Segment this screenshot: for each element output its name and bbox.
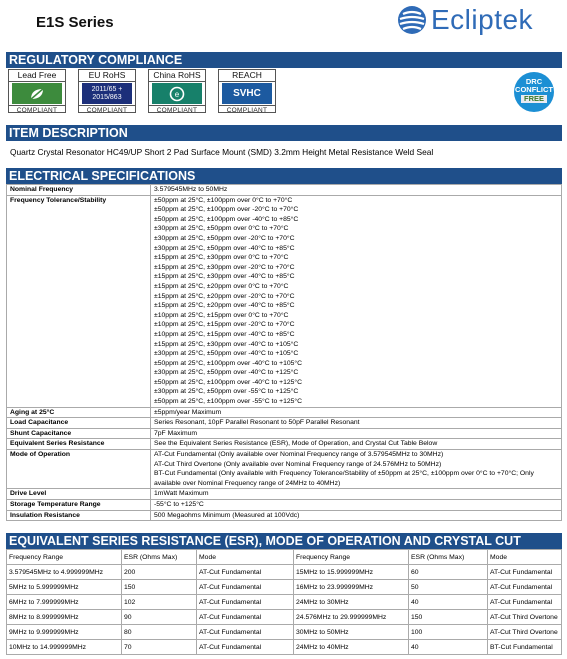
esr-cell: 3.579545MHz to 4.999999MHz: [7, 565, 122, 580]
esr-cell: AT-Cut Fundamental: [197, 625, 294, 640]
tolerance-line: ±50ppm at 25°C, ±100ppm over -40°C to +85°C: [154, 215, 299, 223]
spec-value: See the Equivalent Series Resistance (ESR), Mode of Operation, and Crystal Cut Table Below: [151, 439, 562, 450]
esr-title: EQUIVALENT SERIES RESISTANCE (ESR), MODE OF OPERATION AND CRYSTAL CUT: [6, 533, 562, 549]
drc-free: FREE: [521, 95, 547, 103]
ecliptek-logo: [397, 2, 533, 38]
tolerance-line: ±30ppm at 25°C, ±50ppm over -40°C to +105°C: [154, 350, 299, 358]
page-header: [0, 0, 567, 48]
esr-cell: 10MHz to 14.999999MHz: [7, 640, 122, 655]
tolerance-line: ±30ppm at 25°C, ±50ppm over 0°C to +70°C: [154, 225, 289, 233]
tolerance-line: ±15ppm at 25°C, ±30ppm over -20°C to +70°C: [154, 263, 295, 271]
esr-cell: AT-Cut Fundamental: [197, 580, 294, 595]
esr-cell: 24MHz to 30MHz: [294, 595, 409, 610]
esr-header: ESR (Ohms Max): [409, 550, 488, 565]
badge-compliant: COMPLIANT: [9, 105, 65, 115]
tolerance-list: [151, 195, 562, 407]
esr-header: Frequency Range: [7, 550, 122, 565]
tolerance-line: ±15ppm at 25°C, ±30ppm over 0°C to +70°C: [154, 254, 289, 262]
svg-text:e: e: [174, 89, 180, 99]
badge-label: EU RoHS: [79, 70, 135, 82]
spec-label: Nominal Frequency: [7, 185, 151, 196]
esr-cell: 24.576MHz to 29.999999MHz: [294, 610, 409, 625]
spec-value: -55°C to +125°C: [151, 500, 562, 511]
esr-cell: AT-Cut Fundamental: [197, 640, 294, 655]
spec-value: Series Resonant, 10pF Parallel Resonant to 50pF Parallel Resonant: [151, 418, 562, 429]
lead-free-badge: [8, 69, 66, 113]
electrical-spec-title: ELECTRICAL SPECIFICATIONS: [6, 168, 562, 184]
spec-label: Mode of Operation: [7, 450, 151, 489]
logo-text: Ecliptek: [431, 4, 534, 35]
esr-header: Frequency Range: [294, 550, 409, 565]
china-rohs-badge: [148, 69, 206, 113]
esr-row: [7, 565, 562, 580]
spec-row: [7, 510, 562, 521]
reach-badge: [218, 69, 276, 113]
spec-label: Frequency Tolerance/Stability: [7, 195, 151, 407]
esr-cell: 150: [409, 610, 488, 625]
esr-cell: 30MHz to 50MHz: [294, 625, 409, 640]
badge-label: REACH: [219, 70, 275, 82]
esr-cell: 70: [122, 640, 197, 655]
tolerance-line: ±15ppm at 25°C, ±30ppm over -40°C to +105°C: [154, 340, 299, 348]
tolerance-line: ±15ppm at 25°C, ±30ppm over -40°C to +85°C: [154, 273, 295, 281]
spec-row: [7, 500, 562, 511]
tolerance-line: ±30ppm at 25°C, ±50ppm over -40°C to +125°C: [154, 369, 299, 377]
spec-row: [7, 428, 562, 439]
esr-cell: 8MHz to 8.999999MHz: [7, 610, 122, 625]
spec-label: Equivalent Series Resistance: [7, 439, 151, 450]
badge-directive: 2011/65 + 2015/863: [82, 83, 132, 104]
badge-label: China RoHS: [149, 70, 205, 82]
spec-row: [7, 439, 562, 450]
esr-row: [7, 580, 562, 595]
badge-svhc: SVHC: [222, 83, 272, 104]
esr-cell: 200: [122, 565, 197, 580]
esr-cell: 5MHz to 5.999999MHz: [7, 580, 122, 595]
esr-cell: 6MHz to 7.999999MHz: [7, 595, 122, 610]
tolerance-line: ±15ppm at 25°C, ±20ppm over 0°C to +70°C: [154, 282, 289, 290]
spec-label: Aging at 25°C: [7, 407, 151, 418]
esr-row: [7, 625, 562, 640]
spec-value: ±5ppm/year Maximum: [151, 407, 562, 418]
esr-cell: 15MHz to 15.999999MHz: [294, 565, 409, 580]
esr-cell: AT-Cut Third Overtone: [488, 610, 562, 625]
tolerance-line: ±50ppm at 25°C, ±100ppm over -40°C to +125°C: [154, 378, 303, 386]
spec-label: Shunt Capacitance: [7, 428, 151, 439]
regulatory-title: REGULATORY COMPLIANCE: [6, 52, 562, 68]
spec-value: 3.579545MHz to 50MHz: [151, 185, 562, 196]
item-description-title: ITEM DESCRIPTION: [6, 125, 562, 141]
mode-line: AT-Cut Fundamental (Only available over Nominal Frequency range of 3.579545MHz to 30MHz): [154, 451, 444, 459]
tolerance-line: ±15ppm at 25°C, ±20ppm over -20°C to +70°C: [154, 292, 295, 300]
esr-row: [7, 595, 562, 610]
tolerance-line: ±50ppm at 25°C, ±100ppm over -20°C to +70°C: [154, 206, 299, 214]
eu-rohs-badge: [78, 69, 136, 113]
spec-row: [7, 418, 562, 429]
esr-cell: AT-Cut Third Overtone: [488, 625, 562, 640]
esr-row: [7, 610, 562, 625]
spec-value: 1mWatt Maximum: [151, 489, 562, 500]
leaf-icon: [12, 83, 62, 104]
item-description-text: Quartz Crystal Resonator HC49/UP Short 2 Pad Surface Mount (SMD) 3.2mm Height Metal Resistance Weld Seal: [10, 147, 434, 157]
esr-cell: AT-Cut Fundamental: [197, 610, 294, 625]
series-title: E1S Series: [36, 14, 114, 31]
spec-row: [7, 185, 562, 196]
esr-cell: AT-Cut Fundamental: [488, 565, 562, 580]
globe-icon: [397, 5, 427, 35]
esr-cell: 90: [122, 610, 197, 625]
tolerance-line: ±30ppm at 25°C, ±50ppm over -55°C to +125°C: [154, 388, 299, 396]
mode-line: BT-Cut Fundamental (Only available with Frequency Tolerance/Stability of ±50ppm at 25°C, ±100ppm over 0°C to +70°C; Only available over Nominal Frequency range of 24MHz to 40MHz): [154, 470, 534, 487]
badge-compliant: COMPLIANT: [149, 105, 205, 115]
spec-row: [7, 450, 562, 489]
tolerance-line: ±50ppm at 25°C, ±100ppm over 0°C to +70°C: [154, 196, 293, 204]
esr-header-row: [7, 550, 562, 565]
drc-line: DRC: [525, 77, 543, 86]
esr-row: [7, 640, 562, 655]
spec-row: [7, 195, 562, 407]
drc-line: CONFLICT: [515, 85, 553, 94]
mode-line: AT-Cut Third Overtone (Only available over Nominal Frequency range of 24.576MHz to 50MHz): [154, 460, 442, 468]
spec-row: [7, 407, 562, 418]
spec-label: Drive Level: [7, 489, 151, 500]
esr-cell: 40: [409, 595, 488, 610]
esr-cell: 9MHz to 9.999999MHz: [7, 625, 122, 640]
mode-list: [151, 450, 562, 489]
esr-header: Mode: [488, 550, 562, 565]
tolerance-line: ±30ppm at 25°C, ±50ppm over -20°C to +70°C: [154, 234, 295, 242]
esr-cell: 40: [409, 640, 488, 655]
esr-cell: 102: [122, 595, 197, 610]
esr-header: ESR (Ohms Max): [122, 550, 197, 565]
tolerance-line: ±10ppm at 25°C, ±15ppm over 0°C to +70°C: [154, 311, 289, 319]
tolerance-line: ±10ppm at 25°C, ±15ppm over -20°C to +70°C: [154, 321, 295, 329]
tolerance-line: ±50ppm at 25°C, ±100ppm over -40°C to +105°C: [154, 359, 303, 367]
spec-row: [7, 489, 562, 500]
tolerance-line: ±10ppm at 25°C, ±15ppm over -40°C to +85°C: [154, 330, 295, 338]
spec-value: 7pF Maximum: [151, 428, 562, 439]
esr-cell: 150: [122, 580, 197, 595]
esr-cell: 100: [409, 625, 488, 640]
electrical-spec-table: [6, 184, 562, 521]
esr-cell: 16MHz to 23.999999MHz: [294, 580, 409, 595]
esr-cell: 50: [409, 580, 488, 595]
spec-value: 500 Megaohms Minimum (Measured at 100Vdc): [151, 510, 562, 521]
esr-cell: 80: [122, 625, 197, 640]
tolerance-line: ±15ppm at 25°C, ±20ppm over -40°C to +85°C: [154, 302, 295, 310]
esr-cell: AT-Cut Fundamental: [197, 595, 294, 610]
esr-cell: AT-Cut Fundamental: [488, 595, 562, 610]
esr-cell: 60: [409, 565, 488, 580]
drc-conflict-free-badge: [514, 72, 554, 112]
esr-cell: AT-Cut Fundamental: [197, 565, 294, 580]
esr-header: Mode: [197, 550, 294, 565]
compliance-badges: [6, 66, 562, 121]
tolerance-line: ±30ppm at 25°C, ±50ppm over -40°C to +85°C: [154, 244, 295, 252]
tolerance-line: ±50ppm at 25°C, ±100ppm over -55°C to +125°C: [154, 398, 303, 406]
spec-label: Storage Temperature Range: [7, 500, 151, 511]
esr-cell: AT-Cut Fundamental: [488, 580, 562, 595]
spec-label: Load Capacitance: [7, 418, 151, 429]
badge-label: Lead Free: [9, 70, 65, 82]
china-rohs-icon: [152, 83, 202, 104]
badge-compliant: COMPLIANT: [79, 105, 135, 115]
badge-compliant: COMPLIANT: [219, 105, 275, 115]
esr-cell: 24MHz to 40MHz: [294, 640, 409, 655]
esr-table: [6, 549, 562, 655]
esr-cell: BT-Cut Fundamental: [488, 640, 562, 655]
spec-label: Insulation Resistance: [7, 510, 151, 521]
